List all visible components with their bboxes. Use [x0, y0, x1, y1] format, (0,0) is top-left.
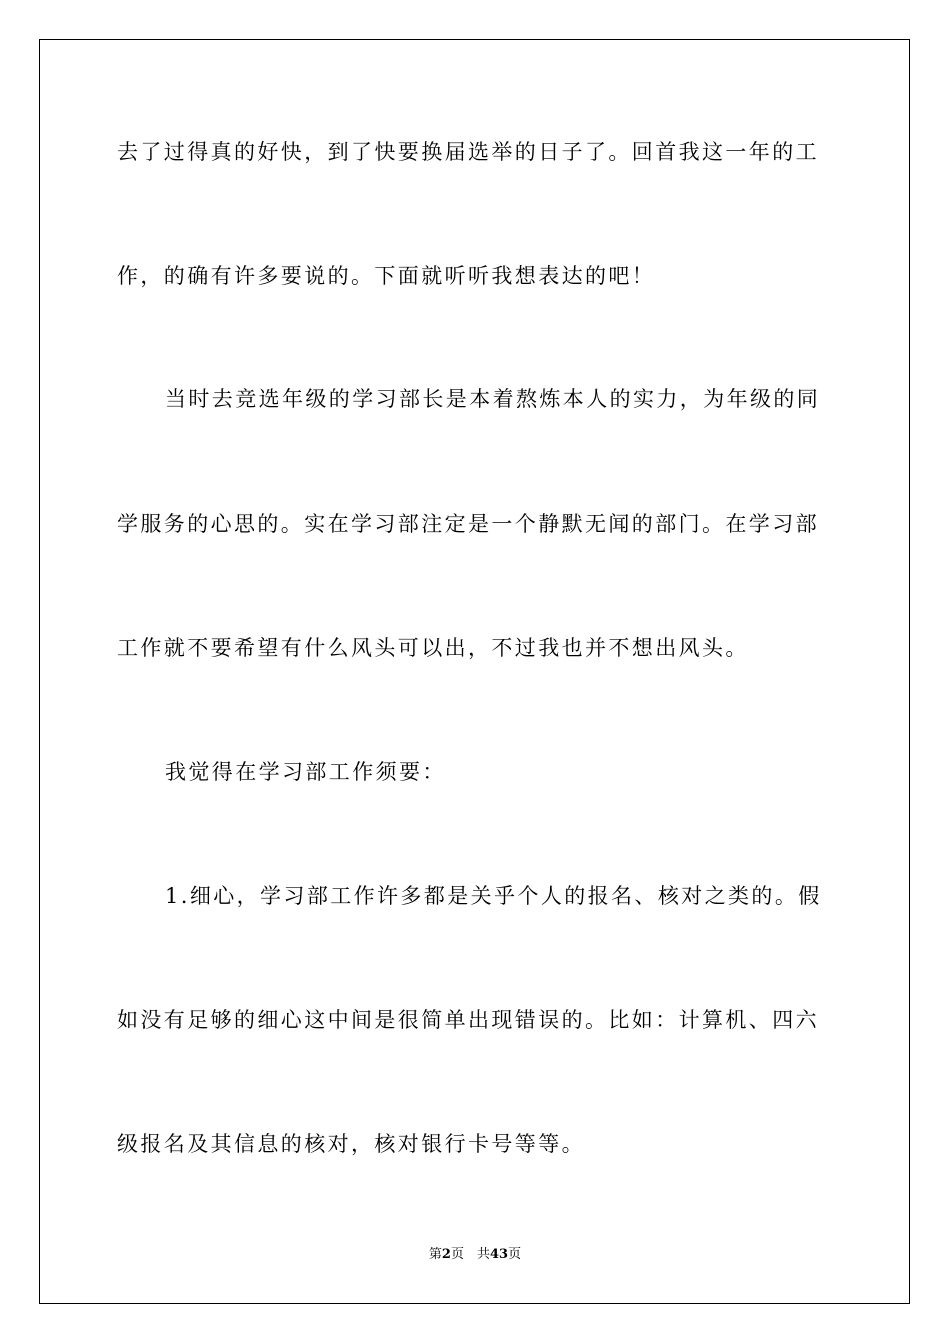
footer-mid: 页 共 — [450, 1247, 490, 1262]
text-line: 当时去竞选年级的学习部长是本着熬炼本人的实力，为年级的同 — [165, 387, 821, 411]
page-border — [39, 39, 910, 1304]
text-line: 1.细心，学习部工作许多都是关乎个人的报名、核对之类的。假 — [165, 884, 822, 908]
footer-prefix: 第 — [428, 1247, 442, 1262]
text-line: 我觉得在学习部工作须要： — [165, 760, 446, 784]
text-line: 级报名及其信息的核对，核对银行卡号等等。 — [117, 1132, 585, 1156]
footer-total-pages: 43 — [489, 1247, 509, 1262]
text-line: 工作就不要希望有什么风头可以出，不过我也并不想出风头。 — [117, 636, 749, 660]
text-line: 去了过得真的好快，到了快要换届选举的日子了。回首我这一年的工 — [117, 140, 819, 164]
text-line: 作，的确有许多要说的。下面就听听我想表达的吧！ — [117, 264, 656, 288]
footer-suffix: 页 — [508, 1247, 522, 1262]
page-footer — [0, 1247, 950, 1263]
text-line: 如没有足够的细心这中间是很简单出现错误的。比如：计算机、四六 — [117, 1008, 819, 1032]
footer-page-number: 2 — [441, 1247, 451, 1262]
text-line: 学服务的心思的。实在学习部注定是一个静默无闻的部门。在学习部 — [117, 512, 819, 536]
